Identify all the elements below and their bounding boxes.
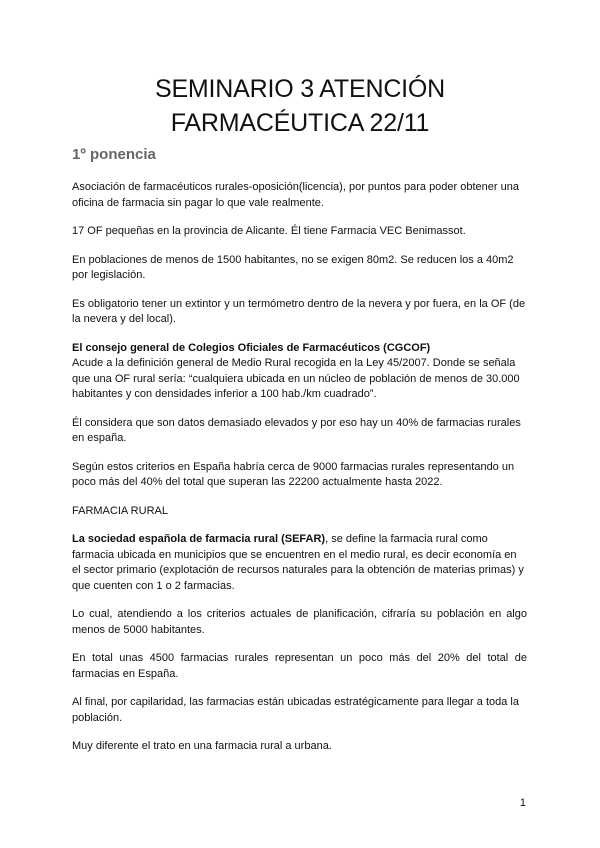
paragraph: En poblaciones de menos de 1500 habitantes, no se exigen 80m2. Se reducen los a 40m2 por legislación. — [72, 253, 514, 281]
document-title — [60, 72, 540, 140]
paragraph: En total unas 4500 farmacias rurales representan un poco más del 20% del total de farmacias en España. — [72, 652, 527, 680]
page-number: 1 — [519, 797, 526, 809]
paragraph: Al final, por capilaridad, las farmacias están ubicadas estratégicamente para llegar a toda la población. — [72, 696, 519, 724]
paragraph: Es obligatorio tener un extintor y un termómetro dentro de la nevera y por fuera, en la OF (de la nevera y del local). — [72, 297, 526, 325]
paragraph: Asociación de farmacéuticos rurales-oposición(licencia), por puntos para poder obtener una oficina de farmacia sin pagar lo que vale realmente. — [72, 181, 519, 209]
paragraph: Él considera que son datos demasiado elevados y por eso hay un 40% de farmacias rurales en españa. — [72, 416, 521, 444]
paragraph: Acude a la definición general de Medio Rural recogida en la Ley 45/2007. Donde se señala que una OF rural sería: “cualquiera ubicada en un núcleo de población de menos de 30.000 habitantes y con densidades inferior a 100 hab./km cuadrado”. — [72, 357, 520, 400]
paragraph: Lo cual, atendiendo a los criterios actuales de planificación, cifraría su población en algo menos de 5000 habitantes. — [72, 608, 527, 636]
paragraph: Muy diferente el trato en una farmacia rural a urbana. — [72, 740, 332, 752]
document-body — [72, 180, 527, 768]
sefar-text: , se define la farmacia rural como farmacia ubicada en municipios que se encuentren en el medio rural, es decir economía en el sector primario (explotación de recursos naturales para la obtención de materias primas) y que cuenten con 1 o 2 farmacias. — [72, 533, 524, 592]
sefar-bold-text: La sociedad española de farmacia rural (SEFAR) — [72, 533, 326, 545]
sefar-paragraph — [72, 532, 527, 594]
paragraph: 17 OF pequeñas en la provincia de Alicante. Él tiene Farmacia VEC Benimassot. — [72, 225, 466, 237]
title-line-2: FARMACÉUTICA 22/11 — [170, 109, 430, 137]
paragraph: Según estos criterios en España habría cerca de 9000 farmacias rurales representando un poco más del 40% del total que superan las 22200 actualmente hasta 2022. — [72, 460, 515, 488]
section-subtitle: 1º ponencia — [72, 146, 156, 163]
title-line-1: SEMINARIO 3 ATENCIÓN — [154, 75, 446, 103]
cgcof-heading: El consejo general de Colegios Oficiales de Farmacéuticos (CGCOF) — [72, 341, 431, 354]
section-label: FARMACIA RURAL — [72, 504, 168, 517]
